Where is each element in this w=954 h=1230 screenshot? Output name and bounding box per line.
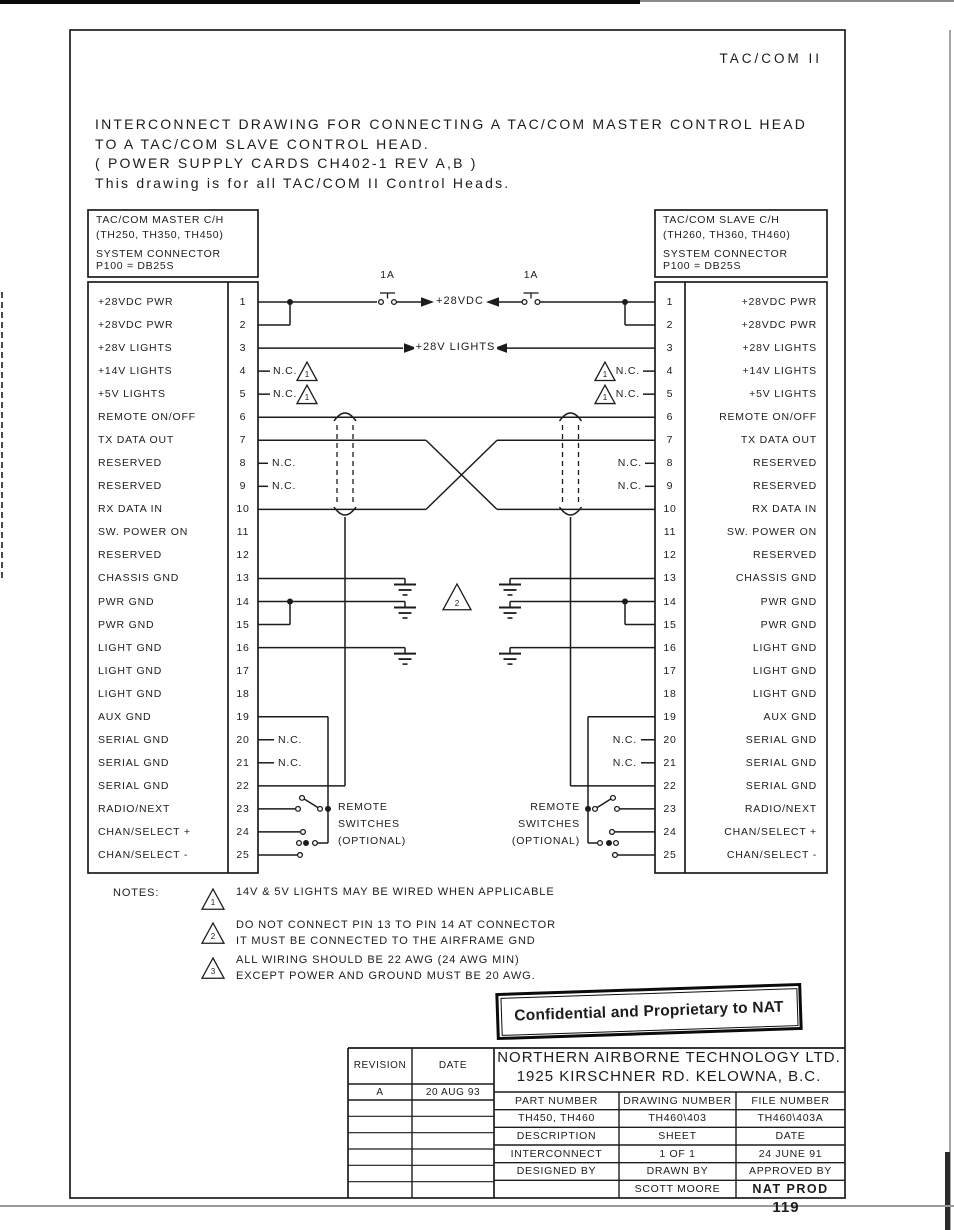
switch-contact bbox=[313, 841, 318, 846]
pin-number-master: 15 bbox=[236, 618, 250, 631]
pin-number-slave: 23 bbox=[663, 802, 677, 815]
title-block-cell: TH460\403 bbox=[648, 1112, 707, 1125]
pin-number-slave: 3 bbox=[666, 342, 674, 355]
pin-label-master: CHAN/SELECT - bbox=[98, 848, 189, 861]
pin-label-slave: LIGHT GND bbox=[752, 664, 817, 677]
junction-dot bbox=[325, 806, 331, 812]
pin-number-master: 14 bbox=[236, 595, 250, 608]
junction-dot bbox=[585, 806, 591, 812]
page-number: 119 bbox=[772, 1199, 800, 1216]
pin-number-slave: 15 bbox=[663, 618, 677, 631]
pin-label-master: +5V LIGHTS bbox=[98, 388, 166, 401]
confidential-stamp-text: Confidential and Proprietary to NAT bbox=[514, 998, 784, 1024]
pin-label-master: RESERVED bbox=[98, 549, 162, 562]
pin-label-slave: LIGHT GND bbox=[752, 641, 817, 654]
company-name: NORTHERN AIRBORNE TECHNOLOGY LTD. bbox=[497, 1049, 841, 1066]
note-triangle-number: 3 bbox=[210, 967, 216, 977]
title-block-cell: INTERCONNECT bbox=[510, 1147, 603, 1160]
pin-number-slave: 4 bbox=[666, 365, 674, 378]
pin-number-slave: 21 bbox=[663, 756, 677, 769]
note-triangle-number: 1 bbox=[304, 369, 310, 379]
title-block-cell: SCOTT MOORE bbox=[634, 1182, 721, 1195]
pin-label-slave: CHAN/SELECT - bbox=[726, 848, 817, 861]
title-block-cell: FILE NUMBER bbox=[751, 1094, 830, 1107]
pin-label-master: +28V LIGHTS bbox=[98, 342, 173, 355]
note-triangle-number: 1 bbox=[602, 392, 608, 402]
switch-contact bbox=[613, 853, 618, 858]
pin-label-master: CHAN/SELECT + bbox=[98, 825, 191, 838]
nc-label-slave: N.C. bbox=[617, 480, 642, 493]
pin-label-master: SERIAL GND bbox=[98, 733, 170, 746]
pin-label-slave: SERIAL GND bbox=[745, 756, 817, 769]
title-block-cell: 24 JUNE 91 bbox=[758, 1147, 823, 1160]
pin-number-slave: 8 bbox=[666, 457, 674, 470]
pin-number-master: 25 bbox=[236, 848, 250, 861]
pin-label-master: +28VDC PWR bbox=[98, 319, 174, 332]
intro-line-4: This drawing is for all TAC/COM II Control Heads. bbox=[95, 175, 511, 191]
title-block-cell: NAT PROD bbox=[752, 1181, 829, 1196]
note-text: IT MUST BE CONNECTED TO THE AIRFRAME GND bbox=[236, 934, 536, 947]
switch-contact bbox=[379, 300, 384, 305]
nc-label-master: N.C. bbox=[272, 457, 297, 470]
pin-number-master: 23 bbox=[236, 802, 250, 815]
fuse-rating-label: 1A bbox=[380, 269, 395, 281]
pin-label-master: PWR GND bbox=[98, 595, 155, 608]
pin-label-slave: RESERVED bbox=[753, 480, 817, 493]
slave-box-connector: SYSTEM CONNECTOR bbox=[663, 248, 788, 260]
intro-line-1: INTERCONNECT DRAWING FOR CONNECTING A TAC/COM MASTER CONTROL HEAD bbox=[95, 116, 808, 132]
pin-label-master: REMOTE ON/OFF bbox=[98, 411, 196, 424]
pin-label-slave: RADIO/NEXT bbox=[744, 802, 817, 815]
switch-contact bbox=[522, 300, 527, 305]
notes-heading: NOTES: bbox=[113, 887, 160, 899]
switch-contact bbox=[593, 806, 598, 811]
pin-label-slave: PWR GND bbox=[760, 618, 817, 631]
note-text: ALL WIRING SHOULD BE 22 AWG (24 AWG MIN) bbox=[236, 954, 520, 966]
slave-box-models: (TH260, TH360, TH460) bbox=[663, 229, 791, 241]
switch-contact bbox=[392, 300, 397, 305]
pin-number-master: 21 bbox=[236, 756, 250, 769]
pin-number-master: 11 bbox=[236, 526, 250, 539]
pin-number-master: 19 bbox=[236, 710, 250, 723]
master-box-connector: SYSTEM CONNECTOR bbox=[96, 248, 221, 260]
revision-a-date: 20 AUG 93 bbox=[425, 1087, 481, 1098]
pin-number-master: 1 bbox=[239, 296, 247, 308]
title-block-cell: SHEET bbox=[658, 1129, 697, 1142]
pin-label-slave: SW. POWER ON bbox=[726, 526, 817, 539]
pin-label-master: RADIO/NEXT bbox=[98, 802, 171, 815]
title-block-cell: APPROVED BY bbox=[749, 1165, 832, 1178]
date-column-header: DATE bbox=[438, 1060, 468, 1071]
doc-title: TAC/COM II bbox=[719, 51, 822, 66]
title-block-cell: 1 OF 1 bbox=[659, 1147, 696, 1160]
pin-number-slave: 11 bbox=[663, 526, 677, 539]
pin-number-master: 4 bbox=[239, 365, 247, 378]
nc-label-slave: N.C. bbox=[617, 457, 642, 470]
pin-number-slave: 17 bbox=[663, 664, 677, 677]
pin-label-master: RESERVED bbox=[98, 457, 162, 470]
pin-number-slave: 5 bbox=[666, 388, 674, 401]
pin-label-master: PWR GND bbox=[98, 618, 155, 631]
junction-dot bbox=[606, 840, 612, 846]
remote-switches-label-slave: REMOTE bbox=[530, 801, 580, 813]
pin-number-master: 10 bbox=[236, 503, 250, 516]
pin-label-slave: LIGHT GND bbox=[752, 687, 817, 700]
pin-number-master: 2 bbox=[239, 319, 247, 332]
pin-label-slave: +28V LIGHTS bbox=[742, 342, 817, 355]
revision-a-value: A bbox=[376, 1087, 384, 1098]
intro-line-2: TO A TAC/COM SLAVE CONTROL HEAD. bbox=[95, 136, 430, 152]
pin-label-master: CHASSIS GND bbox=[98, 572, 180, 585]
master-box-connector-id: P100 = DB25S bbox=[96, 260, 175, 272]
pin-label-slave: SERIAL GND bbox=[745, 779, 817, 792]
pin-label-slave: CHASSIS GND bbox=[735, 572, 817, 585]
junction-dot bbox=[303, 840, 309, 846]
pin-number-master: 12 bbox=[236, 549, 250, 562]
note-triangle-number: 1 bbox=[304, 392, 310, 402]
pin-label-slave: AUX GND bbox=[763, 710, 817, 723]
note-text: EXCEPT POWER AND GROUND MUST BE 20 AWG. bbox=[236, 969, 536, 982]
switch-contact bbox=[297, 841, 302, 846]
switch-contact bbox=[300, 795, 305, 800]
pin-number-master: 18 bbox=[236, 687, 250, 700]
company-address: 1925 KIRSCHNER RD. KELOWNA, B.C. bbox=[516, 1068, 822, 1085]
switch-contact bbox=[298, 853, 303, 858]
pin-label-master: LIGHT GND bbox=[98, 687, 163, 700]
switch-contact bbox=[611, 795, 616, 800]
pin-label-slave: RESERVED bbox=[753, 457, 817, 470]
pin-label-master: SERIAL GND bbox=[98, 756, 170, 769]
pin-number-slave: 19 bbox=[663, 710, 677, 723]
pin-label-slave: PWR GND bbox=[760, 595, 817, 608]
pin-number-master: 5 bbox=[239, 388, 247, 401]
pin-label-slave: SERIAL GND bbox=[745, 733, 817, 746]
pin-number-master: 7 bbox=[239, 434, 247, 447]
pin-label-master: RESERVED bbox=[98, 480, 162, 493]
pin-number-master: 20 bbox=[236, 733, 250, 746]
switch-contact bbox=[535, 300, 540, 305]
pin-number-slave: 20 bbox=[663, 733, 677, 746]
switch-contact bbox=[598, 841, 603, 846]
fuse-rating-label: 1A bbox=[523, 269, 539, 281]
note-triangle-number: 2 bbox=[454, 598, 460, 608]
pin-label-slave: CHAN/SELECT + bbox=[724, 825, 817, 838]
switch-contact bbox=[296, 806, 301, 811]
pin-number-slave: 18 bbox=[663, 687, 677, 700]
nc-label-slave: N.C. bbox=[612, 756, 637, 769]
master-box-title: TAC/COM MASTER C/H bbox=[96, 214, 224, 226]
arrow-left-icon bbox=[486, 297, 499, 307]
title-block-cell: DATE bbox=[775, 1129, 806, 1142]
nc-label-slave: N.C. bbox=[615, 388, 640, 401]
revision-column-header: REVISION bbox=[353, 1060, 407, 1071]
pin-number-master: 22 bbox=[236, 779, 250, 792]
remote-switches-label-slave: SWITCHES bbox=[518, 818, 580, 830]
pin-label-slave: RX DATA IN bbox=[752, 503, 817, 516]
pin-number-slave: 24 bbox=[663, 825, 677, 838]
title-block-cell: PART NUMBER bbox=[515, 1094, 598, 1107]
switch-contact bbox=[301, 830, 306, 835]
switch-contact bbox=[615, 806, 620, 811]
pin-number-slave: 22 bbox=[663, 779, 677, 792]
pin-label-master: RX DATA IN bbox=[98, 503, 163, 516]
nc-label-master: N.C. bbox=[273, 365, 298, 378]
pin-number-master: 24 bbox=[236, 825, 250, 838]
nc-label-master: N.C. bbox=[278, 756, 303, 769]
note-triangle-number: 1 bbox=[210, 898, 216, 908]
pin-label-slave: +5V LIGHTS bbox=[749, 388, 817, 401]
note-triangle-number: 1 bbox=[602, 369, 608, 379]
pin-number-master: 16 bbox=[236, 641, 250, 654]
note-text: DO NOT CONNECT PIN 13 TO PIN 14 AT CONNECTOR bbox=[236, 919, 556, 931]
pin-label-master: SERIAL GND bbox=[98, 779, 170, 792]
remote-switches-label-slave: (OPTIONAL) bbox=[511, 835, 580, 847]
pin-label-slave: +28VDC PWR bbox=[741, 319, 817, 332]
title-block-cell: TH450, TH460 bbox=[517, 1112, 596, 1125]
pin-label-master: +28VDC PWR bbox=[98, 296, 174, 308]
pin-number-master: 3 bbox=[239, 342, 247, 355]
pin-number-master: 13 bbox=[236, 572, 250, 585]
pin-number-slave: 10 bbox=[663, 503, 677, 516]
note-triangle-number: 2 bbox=[210, 932, 216, 942]
nc-label-master: N.C. bbox=[278, 733, 303, 746]
nc-label-master: N.C. bbox=[273, 388, 298, 401]
remote-switches-label-master: REMOTE bbox=[338, 801, 388, 813]
pin-number-master: 17 bbox=[236, 664, 250, 677]
pin-label-master: +14V LIGHTS bbox=[98, 365, 173, 378]
nc-label-slave: N.C. bbox=[612, 733, 637, 746]
slave-box-title: TAC/COM SLAVE C/H bbox=[663, 214, 780, 226]
pin-number-slave: 1 bbox=[666, 296, 674, 308]
nc-label-slave: N.C. bbox=[615, 365, 640, 378]
pin-label-master: SW. POWER ON bbox=[98, 526, 189, 539]
remote-switches-label-master: (OPTIONAL) bbox=[338, 835, 407, 847]
title-block-cell: TH460\403A bbox=[757, 1112, 824, 1125]
pin-number-slave: 6 bbox=[666, 411, 674, 424]
pin-number-master: 6 bbox=[239, 411, 247, 424]
pin-label-slave: +28VDC PWR bbox=[741, 296, 817, 308]
pin-label-slave: +14V LIGHTS bbox=[742, 365, 817, 378]
switch-contact bbox=[318, 806, 323, 811]
pin-label-slave: RESERVED bbox=[753, 549, 817, 562]
pin-label-master: TX DATA OUT bbox=[98, 434, 175, 447]
title-block-cell: DRAWING NUMBER bbox=[623, 1094, 732, 1107]
title-block-cell: DRAWN BY bbox=[646, 1165, 709, 1178]
pin-number-master: 9 bbox=[239, 480, 247, 493]
master-box-models: (TH250, TH350, TH450) bbox=[96, 229, 224, 241]
pin-label-master: LIGHT GND bbox=[98, 664, 163, 677]
pin-number-slave: 13 bbox=[663, 572, 677, 585]
remote-switches-label-master: SWITCHES bbox=[338, 818, 400, 830]
pin-label-slave: TX DATA OUT bbox=[740, 434, 817, 447]
pin-number-master: 8 bbox=[239, 457, 247, 470]
pin-label-master: AUX GND bbox=[98, 710, 152, 723]
switch-contact bbox=[614, 841, 619, 846]
pin-label-slave: REMOTE ON/OFF bbox=[719, 411, 817, 424]
pin-label-master: LIGHT GND bbox=[98, 641, 163, 654]
pin-number-slave: 7 bbox=[666, 434, 674, 447]
shield-arc-icon bbox=[560, 507, 582, 515]
pin-number-slave: 25 bbox=[663, 848, 677, 861]
pin-number-slave: 9 bbox=[666, 480, 674, 493]
slave-box-connector-id: P100 = DB25S bbox=[663, 260, 742, 272]
bus-28v-lights-label: +28V LIGHTS bbox=[415, 341, 496, 354]
bus-28vdc-label: +28VDC bbox=[436, 295, 484, 307]
pin-number-slave: 12 bbox=[663, 549, 677, 562]
note-text: 14V & 5V LIGHTS MAY BE WIRED WHEN APPLICABLE bbox=[236, 886, 555, 898]
title-block-cell: DESCRIPTION bbox=[516, 1129, 597, 1142]
intro-line-3: ( POWER SUPPLY CARDS CH402-1 REV A,B ) bbox=[95, 155, 478, 171]
nc-label-master: N.C. bbox=[272, 480, 297, 493]
switch-contact bbox=[610, 830, 615, 835]
pin-number-slave: 16 bbox=[663, 641, 677, 654]
arrow-right-icon bbox=[421, 297, 434, 307]
pin-number-slave: 2 bbox=[666, 319, 674, 332]
title-block-cell: DESIGNED BY bbox=[516, 1165, 597, 1178]
pin-number-slave: 14 bbox=[663, 595, 677, 608]
shield-arc-icon bbox=[334, 507, 356, 515]
